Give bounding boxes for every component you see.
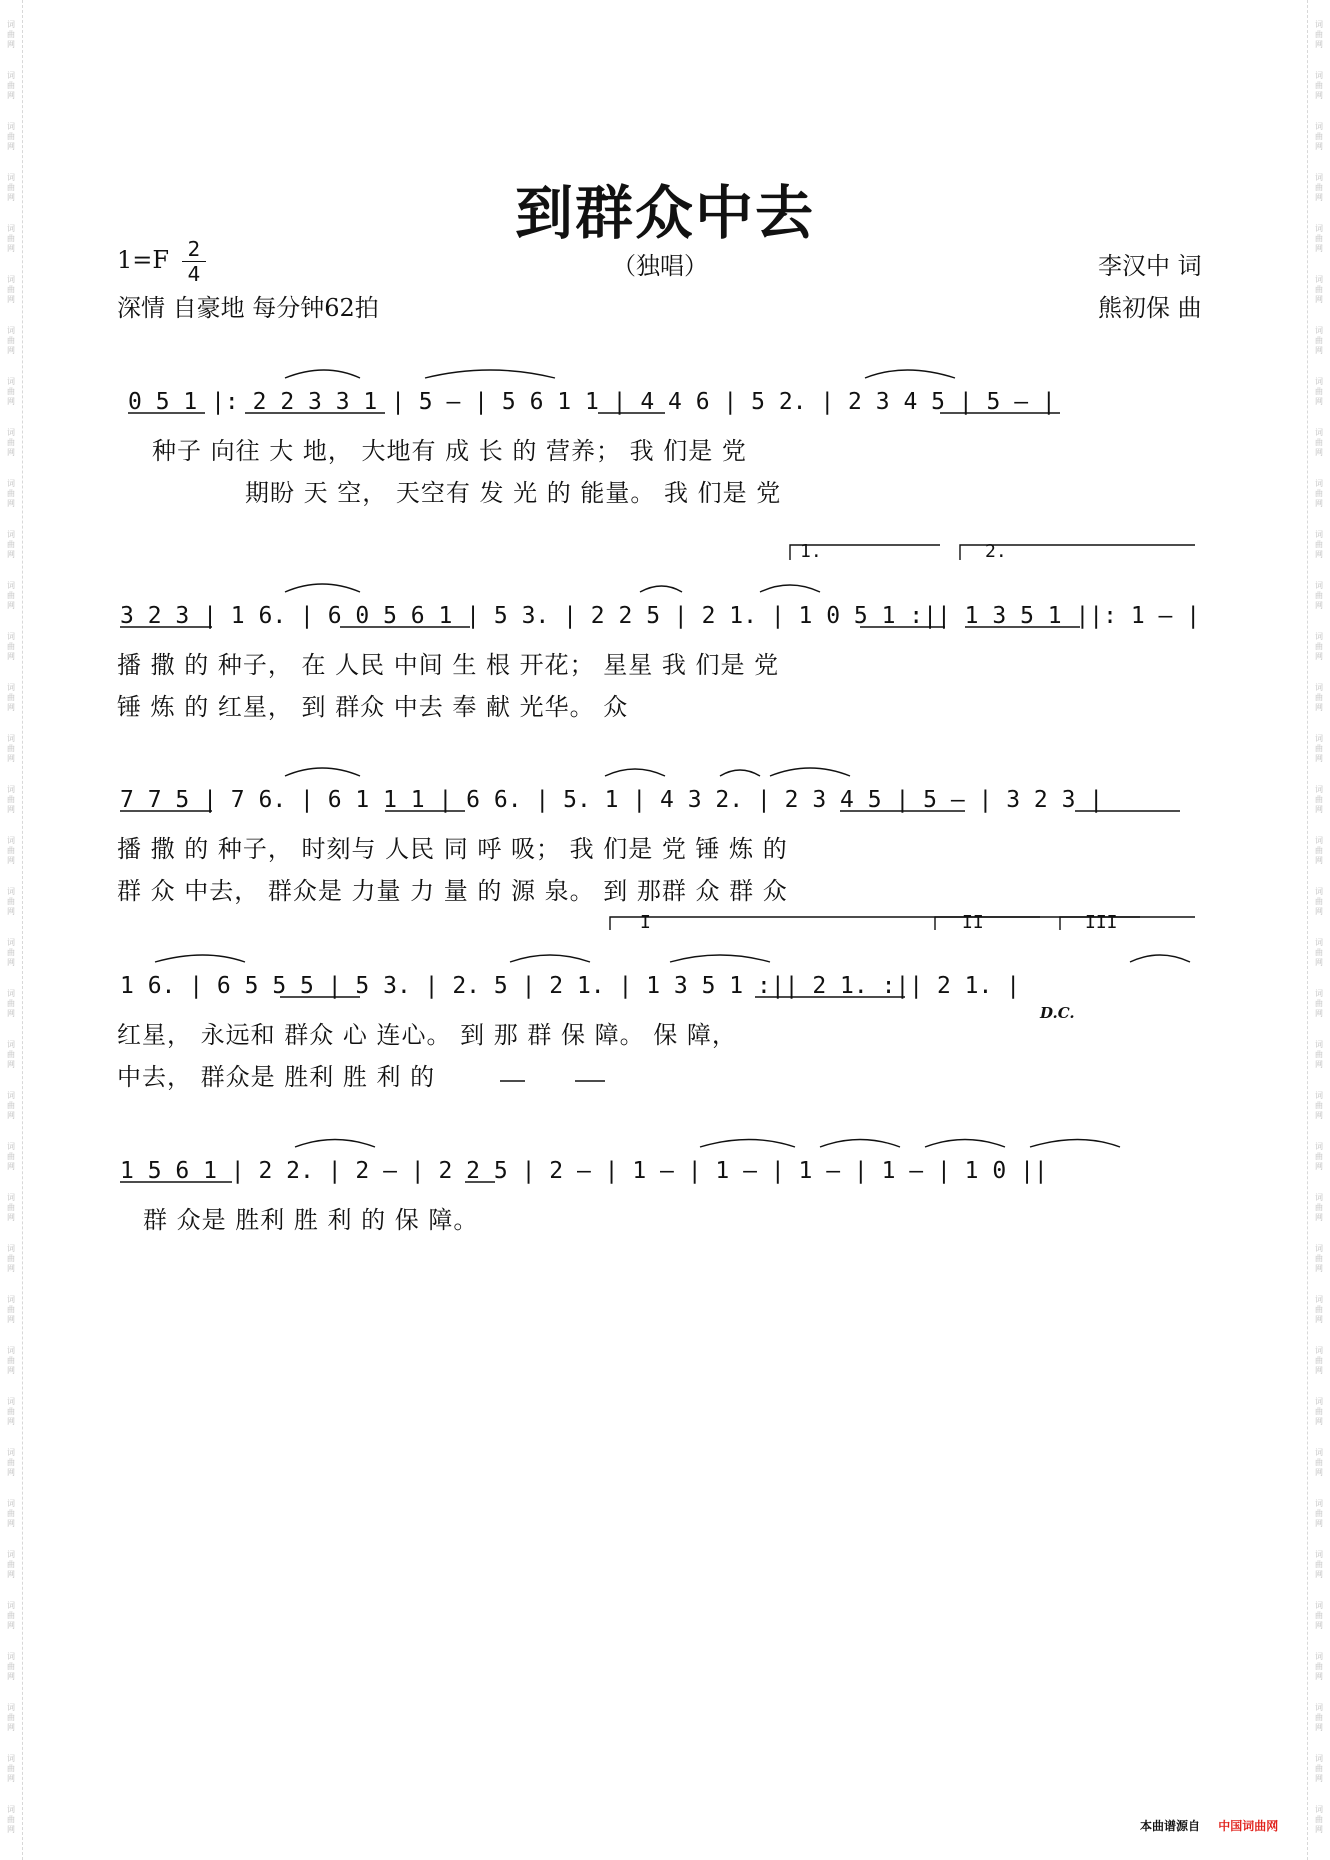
watermark-mark: 词 曲 网 (1315, 377, 1323, 406)
watermark-mark: 词 曲 网 (1315, 632, 1323, 661)
watermark-mark: 词 曲 网 (1315, 1346, 1323, 1375)
watermark-mark: 词 曲 网 (1315, 1652, 1323, 1681)
volta-bracket (960, 545, 1195, 560)
tempo-marking: 深情 自豪地 每分钟62拍 (117, 294, 379, 322)
watermark-mark: 词 曲 网 (1315, 938, 1323, 967)
watermark-mark: 词 曲 网 (1315, 173, 1323, 202)
slur (425, 370, 555, 378)
watermark-mark: 词 曲 网 (1315, 1295, 1323, 1324)
watermark-mark: 词 曲 网 (1315, 887, 1323, 916)
watermark-mark: 词 曲 网 (7, 938, 15, 967)
lyric-line-5: 群 众是 胜利 胜 利 的 保 障。 (143, 1206, 479, 1234)
watermark-mark: 词 曲 网 (1315, 1448, 1323, 1477)
key-signature: 1=F (117, 246, 170, 274)
lyric-line-1-verse-1: 种子 向往 大 地， 大地有 成 长 的 营养； 我 们是 党 (152, 437, 747, 465)
watermark-mark: 词 曲 网 (7, 20, 15, 49)
watermark-mark: 词 曲 网 (1315, 224, 1323, 253)
watermark-mark: 词 曲 网 (1315, 122, 1323, 151)
watermark-mark: 词 曲 网 (1315, 1754, 1323, 1783)
watermark-mark: 词 曲 网 (7, 377, 15, 406)
watermark-mark: 词 曲 网 (7, 836, 15, 865)
watermark-mark: 词 曲 网 (1315, 428, 1323, 457)
watermark-mark: 词 曲 网 (7, 530, 15, 559)
lyric-line-3-verse-2: 群 众 中去， 群众是 力量 力 量 的 源 泉。 到 那群 众 群 众 (117, 877, 788, 905)
slur (285, 768, 360, 776)
watermark-mark: 词 曲 网 (1315, 989, 1323, 1018)
watermark-mark: 词 曲 网 (7, 71, 15, 100)
watermark-mark: 词 曲 网 (1315, 785, 1323, 814)
watermark-mark: 词 曲 网 (1315, 1142, 1323, 1171)
watermark-mark: 词 曲 网 (7, 1091, 15, 1120)
slur (865, 370, 955, 378)
da-capo-marking: D.C. (1040, 1004, 1075, 1022)
watermark-mark: 词 曲 网 (7, 1550, 15, 1579)
watermark-mark: 词 曲 网 (7, 1448, 15, 1477)
song-title: 到群众中去 (514, 179, 815, 247)
watermark-mark: 词 曲 网 (1315, 1091, 1323, 1120)
performance-type: （独唱） (612, 252, 708, 280)
watermark-mark: 词 曲 网 (7, 1295, 15, 1324)
volta-second-ending: 2. (985, 541, 1007, 562)
watermark-mark: 词 曲 网 (7, 683, 15, 712)
lyric-line-2-verse-1: 播 撒 的 种子， 在 人民 中间 生 根 开花； 星星 我 们是 党 (117, 651, 780, 679)
watermark-mark: 词 曲 网 (1315, 1040, 1323, 1069)
footer-site-link[interactable]: 中国词曲网 (1218, 1819, 1279, 1833)
volta-ending-II: II (962, 912, 984, 933)
slur (510, 955, 590, 962)
slur (285, 370, 360, 378)
watermark-mark: 词 曲 网 (1315, 581, 1323, 610)
watermark-mark: 词 曲 网 (1315, 683, 1323, 712)
lyricist-credit: 李汉中 词 (1098, 252, 1202, 280)
watermark-mark: 词 曲 网 (1315, 1550, 1323, 1579)
watermark-mark: 词 曲 网 (7, 173, 15, 202)
watermark-mark: 词 曲 网 (7, 1193, 15, 1222)
watermark-mark: 词 曲 网 (1315, 734, 1323, 763)
slur (760, 585, 820, 592)
notation-line-5: 1 5 6 1 | 2 2. | 2 — | 2 2 5 | 2 — | 1 — | 1 — | 1 — | 1 — | 1 0 || (120, 1158, 1048, 1184)
volta-first-ending: 1. (800, 541, 822, 562)
watermark-mark: 词 曲 网 (7, 1397, 15, 1426)
watermark-mark: 词 曲 网 (7, 887, 15, 916)
slur (1130, 955, 1190, 962)
watermark-mark: 词 曲 网 (7, 1244, 15, 1273)
watermark-mark: 词 曲 网 (7, 122, 15, 151)
watermark-mark: 词 曲 网 (1315, 1601, 1323, 1630)
watermark-mark: 词 曲 网 (1315, 836, 1323, 865)
watermark-mark: 词 曲 网 (7, 632, 15, 661)
slur (285, 584, 360, 592)
volta-ending-III: III (1085, 912, 1118, 933)
slur (670, 955, 770, 962)
notation-line-2: 3 2 3 | 1 6. | 6 0 5 6 1 | 5 3. | 2 2 5 | 2 1. | 1 0 5 1 :|| 1 3 5 1 ||: 1 — | (120, 603, 1201, 629)
watermark-mark: 词 曲 网 (7, 785, 15, 814)
watermark-mark: 词 曲 网 (7, 1142, 15, 1171)
slur (295, 1140, 375, 1148)
watermark-mark: 词 曲 网 (1315, 530, 1323, 559)
footer-source: 本曲谱源自 (1140, 1819, 1201, 1833)
watermark-mark: 词 曲 网 (1315, 1499, 1323, 1528)
watermark-mark: 词 曲 网 (7, 1499, 15, 1528)
watermark-mark: 词 曲 网 (1315, 71, 1323, 100)
lyric-line-1-verse-2: 期盼 天 空， 天空有 发 光 的 能量。 我 们是 党 (245, 479, 782, 507)
watermark-mark: 词 曲 网 (1315, 1397, 1323, 1426)
watermark-mark: 词 曲 网 (7, 1346, 15, 1375)
watermark-mark: 词 曲 网 (1315, 20, 1323, 49)
lyric-line-4-verse-1: 红星， 永远和 群众 心 连心。 到 那 群 保 障。 保 障， (117, 1021, 737, 1049)
time-numerator: 2 (187, 237, 201, 261)
watermark-mark: 词 曲 网 (1315, 1703, 1323, 1732)
watermark-mark: 词 曲 网 (7, 224, 15, 253)
slur (770, 768, 850, 776)
watermark-mark: 词 曲 网 (7, 326, 15, 355)
watermark-mark: 词 曲 网 (7, 989, 15, 1018)
volta-bracket (935, 917, 1040, 930)
slur (720, 770, 760, 776)
watermark-mark: 词 曲 网 (7, 1652, 15, 1681)
lyric-line-2-verse-2: 锤 炼 的 红星， 到 群众 中去 奉 献 光华。 众 (117, 693, 629, 721)
watermark-mark: 词 曲 网 (7, 1703, 15, 1732)
slur (640, 586, 682, 592)
slur (605, 769, 665, 776)
watermark-mark: 词 曲 网 (7, 581, 15, 610)
watermark-mark: 词 曲 网 (7, 479, 15, 508)
slur (820, 1140, 900, 1148)
watermark-mark: 词 曲 网 (7, 1601, 15, 1630)
watermark-mark: 词 曲 网 (1315, 1193, 1323, 1222)
watermark-mark: 词 曲 网 (1315, 1805, 1323, 1834)
time-denominator: 4 (187, 262, 201, 286)
watermark-mark: 词 曲 网 (7, 428, 15, 457)
watermark-mark: 词 曲 网 (7, 734, 15, 763)
slur (700, 1140, 795, 1148)
watermark-mark: 词 曲 网 (1315, 326, 1323, 355)
volta-bracket (790, 545, 940, 560)
watermark-mark: 词 曲 网 (7, 1040, 15, 1069)
watermark-mark: 词 曲 网 (1315, 479, 1323, 508)
volta-bracket (1060, 917, 1195, 930)
composer-credit: 熊初保 曲 (1098, 294, 1202, 322)
notation-line-4: 1 6. | 6 5 5 5 | 5 3. | 2. 5 | 2 1. | 1 3 5 1 :|| 2 1. :|| 2 1. | (120, 973, 1021, 999)
lyric-line-3-verse-1: 播 撒 的 种子， 时刻与 人民 同 呼 吸； 我 们是 党 锤 炼 的 (117, 835, 788, 863)
notation-line-3: 7 7 5 | 7 6. | 6 1 1 1 | 6 6. | 5. 1 | 4 3 2. | 2 3 4 5 | 5 — | 3 2 3 | (120, 787, 1104, 813)
slur (925, 1140, 1005, 1148)
watermark-mark: 词 曲 网 (7, 1805, 15, 1834)
lyric-line-4-verse-2: 中去， 群众是 胜利 胜 利 的 (117, 1063, 436, 1091)
watermark-mark: 词 曲 网 (1315, 275, 1323, 304)
slur (155, 955, 245, 962)
watermark-mark: 词 曲 网 (7, 1754, 15, 1783)
slur (1030, 1140, 1120, 1148)
watermark-mark: 词 曲 网 (1315, 1244, 1323, 1273)
notation-line-1: 0 5 1 |: 2 2 3 3 1 | 5 — | 5 6 1 1 | 4 4 6 | 5 2. | 2 3 4 5 | 5 — | (128, 389, 1056, 415)
volta-ending-I: I (640, 912, 651, 933)
watermark-mark: 词 曲 网 (7, 275, 15, 304)
